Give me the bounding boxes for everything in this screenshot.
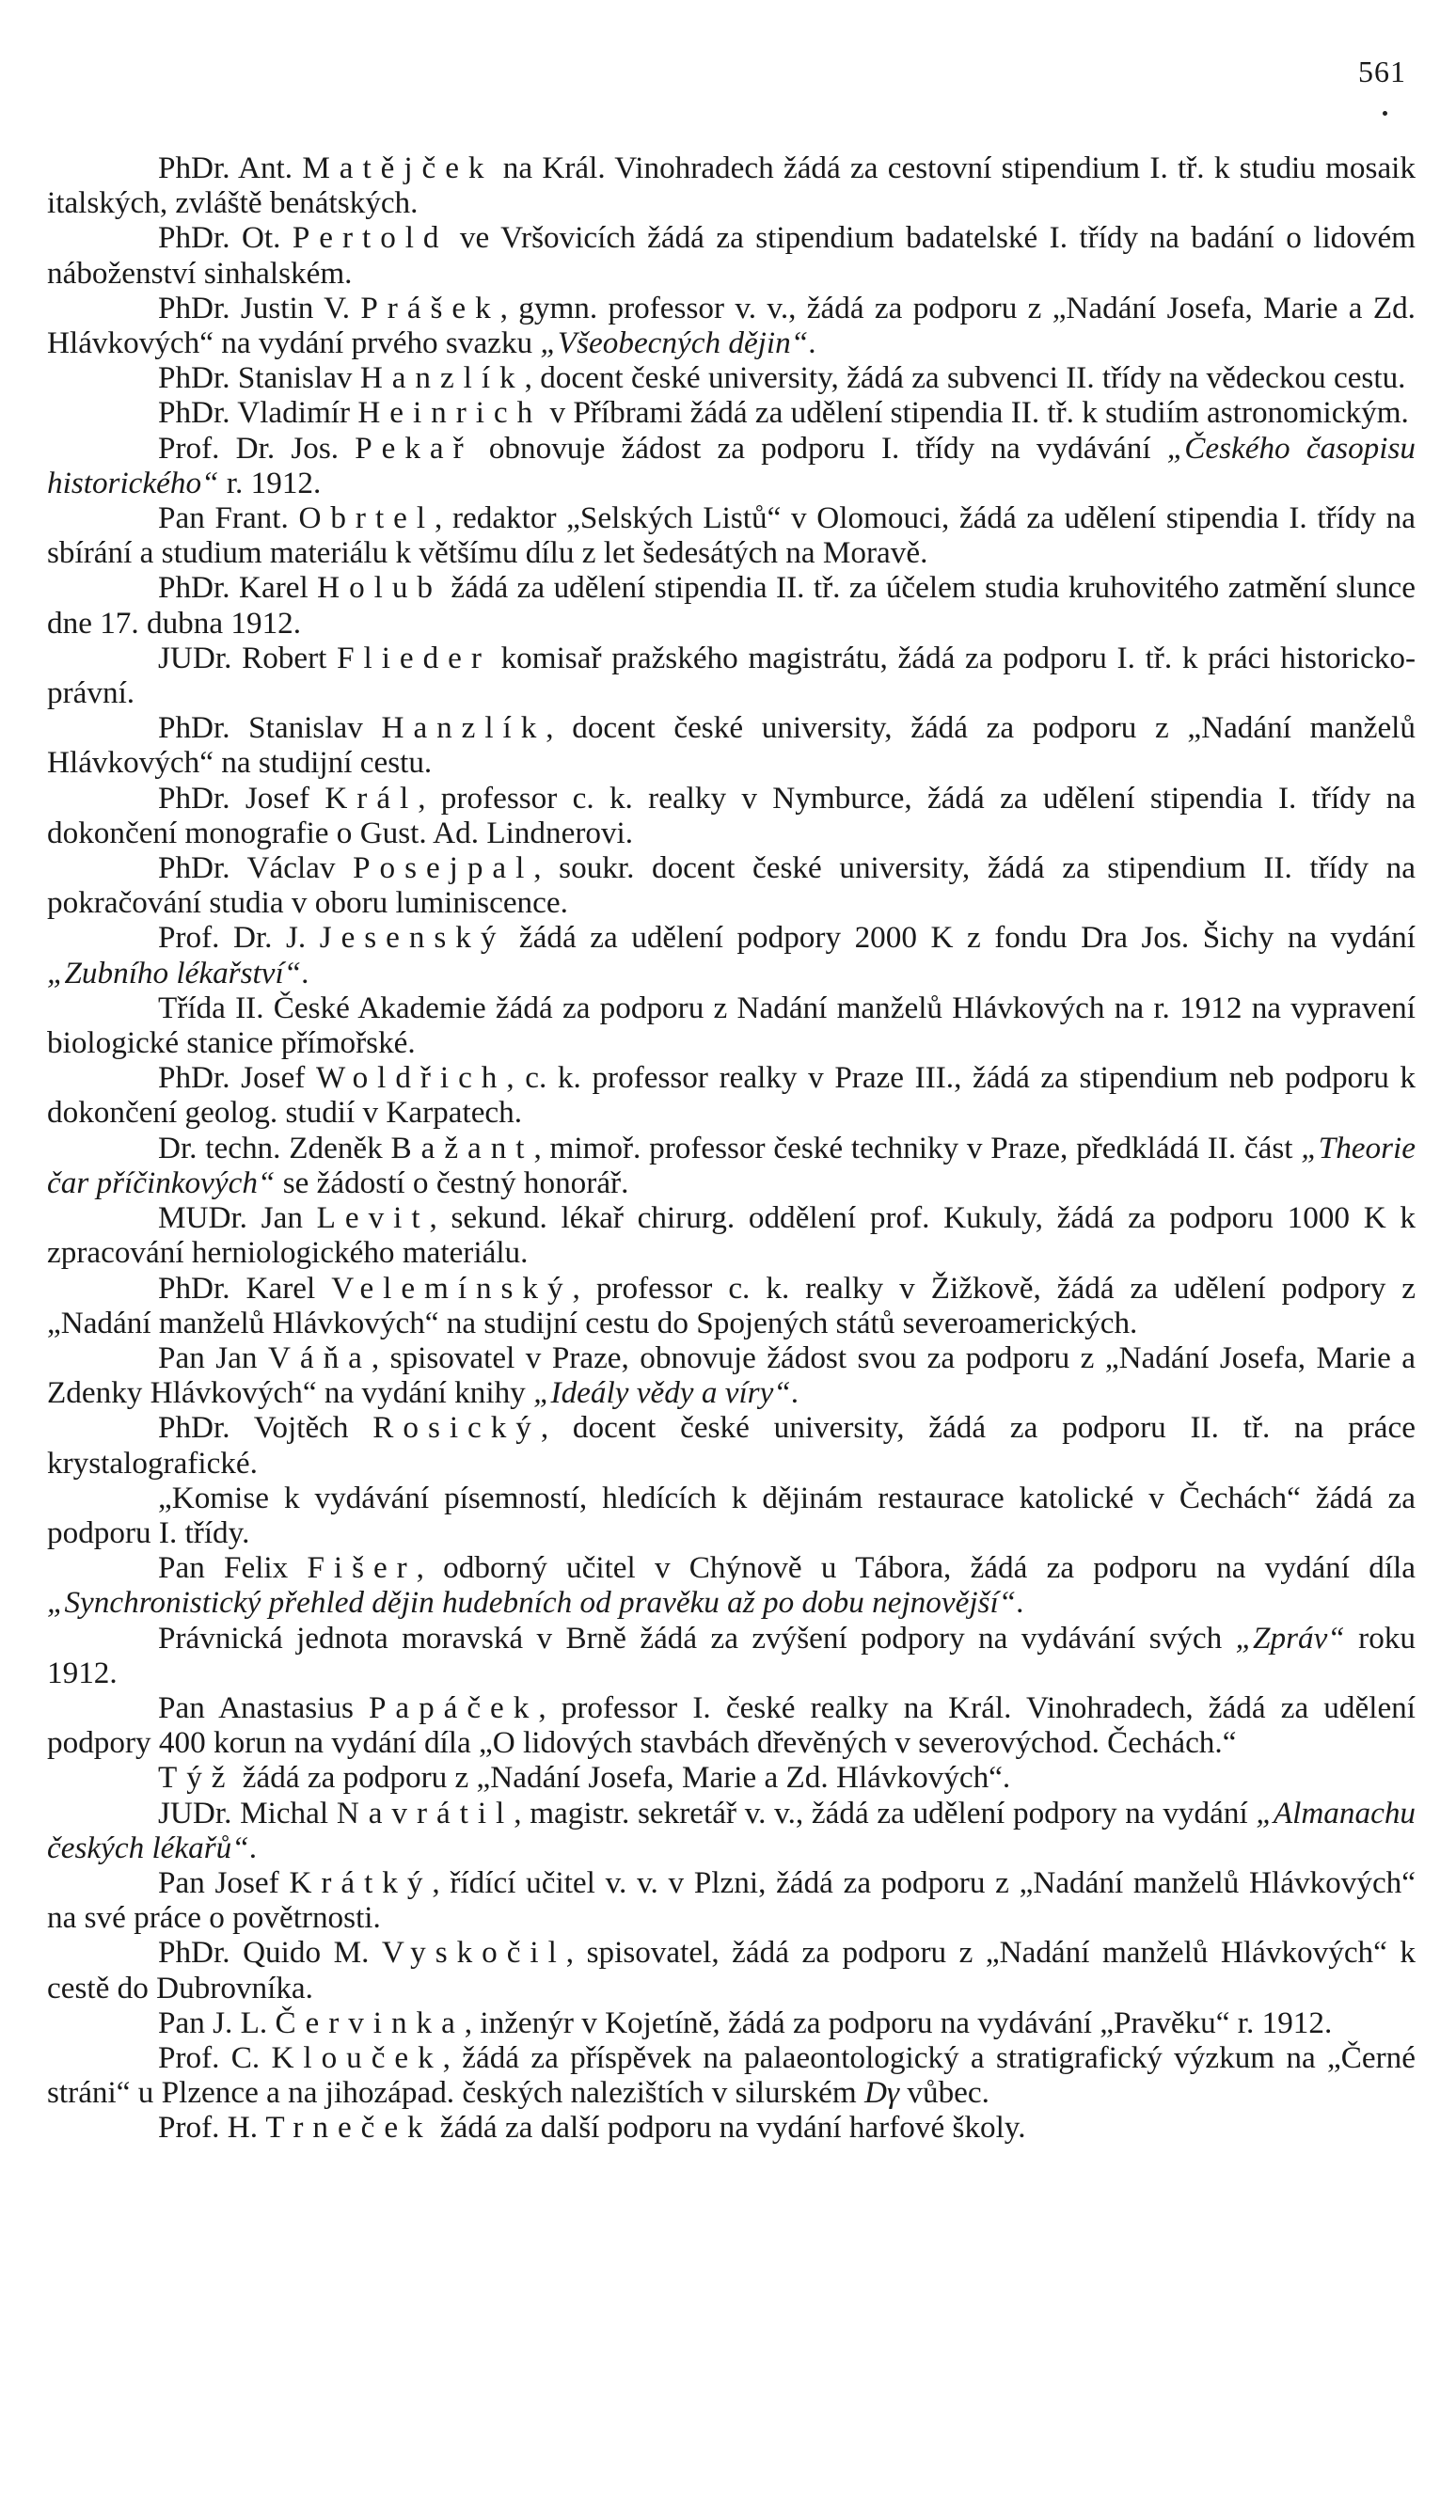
person-name: Velemínský <box>331 1270 573 1306</box>
text-run: PhDr. Josef <box>158 1060 316 1096</box>
paragraph <box>47 500 1416 570</box>
paragraph <box>47 431 1416 500</box>
paragraph <box>47 2040 1416 2110</box>
paragraph <box>47 1271 1416 1340</box>
paragraph <box>47 1481 1416 1550</box>
paragraph <box>47 641 1416 710</box>
text-run: , docent české university, žádá za podporu II. tř. na práce krystalografické. <box>47 1410 1416 1481</box>
text-run: , odborný učitel v Chýnově u Tábora, žádá za podporu na vydání díla <box>416 1550 1416 1586</box>
text-run: PhDr. Karel <box>158 1270 332 1306</box>
text-run: PhDr. Stanislav <box>158 710 382 746</box>
paragraph <box>47 2110 1416 2145</box>
text-run: komisař pražského magistrátu, žádá za podporu I. tř. k práci historicko-právní. <box>47 640 1416 711</box>
text-run: PhDr. Stanislav <box>158 360 360 396</box>
title-italic: „Všeobecných dějin“ <box>540 325 809 361</box>
paragraph <box>47 1340 1416 1410</box>
person-name: Hanzlík <box>359 360 525 396</box>
person-name: Fišer <box>307 1550 417 1586</box>
text-run: , spisovatel v Praze, obnovuje žádost svou za podporu z „Nadání Josefa, Marie a Zdenky Hlávkových“ na vydání knihy <box>47 1339 1416 1411</box>
title-italic: „Synchronistický přehled dějin hudebních od pravěku až po dobu nejnovější“ <box>47 1585 1017 1621</box>
text-run: na Král. Vinohradech žádá za cestovní stipendium I. tř. k studiu mosaik italských, zvláště benátských. <box>47 151 1416 221</box>
paragraph <box>47 1410 1416 1480</box>
text-run: , docent české university, žádá za podporu z „Nadání manželů Hlávkových“ na studijní cestu. <box>47 710 1416 781</box>
person-name: Král <box>324 780 419 816</box>
person-name: Woldřich <box>316 1060 507 1096</box>
text-run: Prof. Dr. Jos. <box>158 430 356 466</box>
title-italic: „Ideály vědy a víry“ <box>533 1375 791 1411</box>
paragraph <box>47 1621 1416 1690</box>
text-run: , gymn. professor v. v., žádá za podporu z „Nadání Josefa, Marie a Zd. Hlávkových“ na vydání prvého svazku <box>47 290 1416 361</box>
text-run: Třída II. České Akademie žádá za podporu z Nadání manželů Hlávkových na r. 1912 na vypravení biologické stanice přímořské. <box>47 990 1416 1061</box>
text-run: PhDr. Ot. <box>158 220 293 256</box>
paragraph <box>47 710 1416 780</box>
text-run: vůbec. <box>899 2075 989 2111</box>
person-name: Červinka <box>275 2005 465 2040</box>
text-run: . <box>1016 1585 1024 1621</box>
text-run: , spisovatel, žádá za podporu z „Nadání manželů Hlávkových“ k cestě do Dubrovníka. <box>47 1935 1416 2005</box>
document-body <box>47 151 1416 2146</box>
text-run: Právnická jednota moravská v Brně žádá za zvýšení podpory na vydávání svých <box>158 1620 1236 1656</box>
text-run: Dr. techn. Zdeněk <box>158 1130 391 1165</box>
text-run: Pan Felix <box>158 1550 308 1586</box>
text-run: Pan Josef <box>158 1864 290 1900</box>
text-run: PhDr. Josef <box>158 780 325 816</box>
text-run: PhDr. Vojtěch <box>158 1410 373 1446</box>
paragraph <box>47 220 1416 290</box>
person-name: Týž <box>158 1760 235 1796</box>
text-run: , inženýr v Kojetíně, žádá za podporu na vydávání „Pravěku“ r. 1912. <box>464 2005 1333 2040</box>
person-name: Rosický <box>372 1410 541 1446</box>
text-run: , c. k. professor realky v Praze III., žádá za stipendium neb podporu k dokončení geolog. studií v Karpatech. <box>47 1060 1416 1131</box>
text-run: PhDr. Justin V. <box>158 290 361 325</box>
paragraph <box>47 781 1416 850</box>
text-run: , soukr. docent české university, žádá za stipendium II. třídy na pokračování studia v oboru luminiscence. <box>47 850 1416 921</box>
person-name: Heinrich <box>357 395 543 431</box>
text-run: Prof. C. <box>158 2039 272 2075</box>
text-run: Prof. Dr. J. <box>158 920 320 956</box>
person-name: Krátký <box>289 1864 433 1900</box>
person-name: Obrtel <box>298 500 435 536</box>
text-run: ve Vršovicích žádá za stipendium badatelské I. třídy na badání o lidovém náboženství sinhalském. <box>47 220 1416 291</box>
text-run: PhDr. Karel <box>158 570 318 606</box>
text-run: , professor I. české realky na Král. Vinohradech, žádá za udělení podpory 400 korun na vydání díla „O lidových stavbách dřevěných v severovýchod. Čechách.“ <box>47 1689 1416 1761</box>
person-name: Prášek <box>360 290 500 325</box>
person-name: Levit <box>316 1200 430 1236</box>
person-name: Bažant <box>390 1130 534 1165</box>
text-run: žádá za udělení stipendia II. tř. za účelem studia kruhovitého zatmění slunce dne 17. dubna 1912. <box>47 570 1416 641</box>
text-run: , docent české university, žádá za subvenci II. třídy na vědeckou cestu. <box>524 360 1406 396</box>
page-number: 561 <box>1358 55 1406 88</box>
text-run: JUDr. Robert <box>158 640 338 675</box>
text-run: , mimoř. professor české techniky v Praze, předkládá II. část <box>533 1130 1302 1165</box>
text-run: roku 1912. <box>47 1620 1416 1690</box>
text-run: Pan Jan <box>158 1339 268 1375</box>
person-name: Trneček <box>265 2110 433 2146</box>
person-name: Posejpal <box>353 850 534 886</box>
text-run: v Příbrami žádá za udělení stipendia II. tř. k studiím astronomickým. <box>542 395 1409 431</box>
text-run: PhDr. Vladimír <box>158 395 358 431</box>
title-italic: „Almanachu českých lékařů“ <box>47 1795 1416 1865</box>
paragraph <box>47 850 1416 920</box>
text-run: r. 1912. <box>218 465 322 500</box>
text-run: PhDr. Václav <box>158 850 354 886</box>
title-italic: Dγ <box>864 2075 900 2111</box>
text-run: , magistr. sekretář v. v., žádá za udělení podpory na vydání <box>514 1795 1257 1831</box>
text-run: , sekund. lékař chirurg. oddělení prof. Kukuly, žádá za podporu 1000 K k zpracování herniologického materiálu. <box>47 1200 1416 1271</box>
text-run: obnovuje žádost za podporu I. třídy na vydávání <box>472 430 1167 466</box>
text-run: . <box>301 955 309 991</box>
text-run: , žádá za příspěvek na palaeontologický a stratigrafický výzkum na „Černé stráni“ u Plzence a na jihozápad. českých nalezištích v silurském <box>47 2039 1416 2111</box>
paragraph <box>47 151 1416 220</box>
text-run: , professor c. k. realky v Žižkově, žádá za udělení podpory z „Nadání manželů Hlávkových“ na studijní cestu do Spojených států severoamerických. <box>47 1270 1416 1340</box>
person-name: Matějček <box>302 151 494 185</box>
text-run: PhDr. Quido M. <box>158 1935 382 1971</box>
person-name: Papáček <box>369 1689 539 1725</box>
text-run: , řídící učitel v. v. v Plzni, žádá za podporu z „Nadání manželů Hlávkových“ na své práce o povětrnosti. <box>47 1864 1416 1936</box>
paragraph <box>47 1796 1416 1865</box>
text-run: JUDr. Michal <box>158 1795 337 1831</box>
person-name: Jesenský <box>319 920 506 956</box>
person-name: Holub <box>317 570 442 606</box>
title-italic: „Zubního lékařství“ <box>47 955 302 991</box>
person-name: Pertold <box>292 220 449 256</box>
text-run: , professor c. k. realky v Nymburce, žádá za udělení stipendia I. třídy na dokončení monografie o Gust. Ad. Lindnerovi. <box>47 780 1416 850</box>
person-name: Klouček <box>271 2039 443 2075</box>
paragraph <box>47 920 1416 990</box>
paragraph <box>47 1690 1416 1760</box>
paragraph <box>47 360 1416 395</box>
text-run: Pan J. L. <box>158 2005 276 2040</box>
paragraph <box>47 1935 1416 2005</box>
text-run: Pan Anastasius <box>158 1689 370 1725</box>
paragraph <box>47 570 1416 640</box>
person-name: Navrátil <box>336 1795 514 1831</box>
text-run: MUDr. Jan <box>158 1200 317 1236</box>
paragraph <box>47 991 1416 1060</box>
paragraph <box>47 2005 1416 2040</box>
paragraph <box>47 1760 1416 1795</box>
text-run: žádá za další podporu na vydání harfové školy. <box>432 2110 1026 2146</box>
person-name: Hanzlík <box>381 710 546 746</box>
person-name: Pekař <box>355 430 473 466</box>
text-run: PhDr. Ant. <box>158 151 303 185</box>
text-run: . <box>808 325 816 361</box>
title-italic: „Českého časopisu historického“ <box>47 430 1416 500</box>
paragraph <box>47 1060 1416 1130</box>
text-run: Pan Frant. <box>158 500 299 536</box>
paragraph <box>47 1200 1416 1270</box>
text-run: . <box>790 1375 799 1411</box>
text-run: žádá za podporu z „Nadání Josefa, Marie a Zd. Hlávkových“. <box>234 1760 1011 1796</box>
text-run: se žádostí o čestný honorář. <box>275 1165 629 1200</box>
person-name: Flieder <box>337 640 491 675</box>
paragraph <box>47 395 1416 430</box>
person-name: Váňa <box>267 1339 372 1375</box>
title-italic: „Zpráv“ <box>1235 1620 1345 1656</box>
paragraph <box>47 1131 1416 1200</box>
paragraph <box>47 1865 1416 1935</box>
page-mark <box>1383 111 1387 116</box>
text-run: žádá za udělení podpory 2000 K z fondu Dra Jos. Šichy na vydání <box>505 920 1416 956</box>
person-name: Vyskočil <box>381 1935 566 1971</box>
text-run: . <box>248 1830 257 1865</box>
text-run: „Komise k vydávání písemností, hledících k dějinám restaurace katolické v Čechách“ žádá za podporu I. třídy. <box>47 1480 1416 1550</box>
text-run: Prof. H. <box>158 2110 266 2146</box>
title-italic: „Theorie čar příčinkových“ <box>47 1130 1416 1200</box>
paragraph <box>47 1550 1416 1620</box>
text-run: , redaktor „Selských Listů“ v Olomouci, žádá za udělení stipendia I. třídy na sbírání a studium materiálu k většímu dílu z let šedesátých na Moravě. <box>47 500 1416 571</box>
paragraph <box>47 291 1416 360</box>
